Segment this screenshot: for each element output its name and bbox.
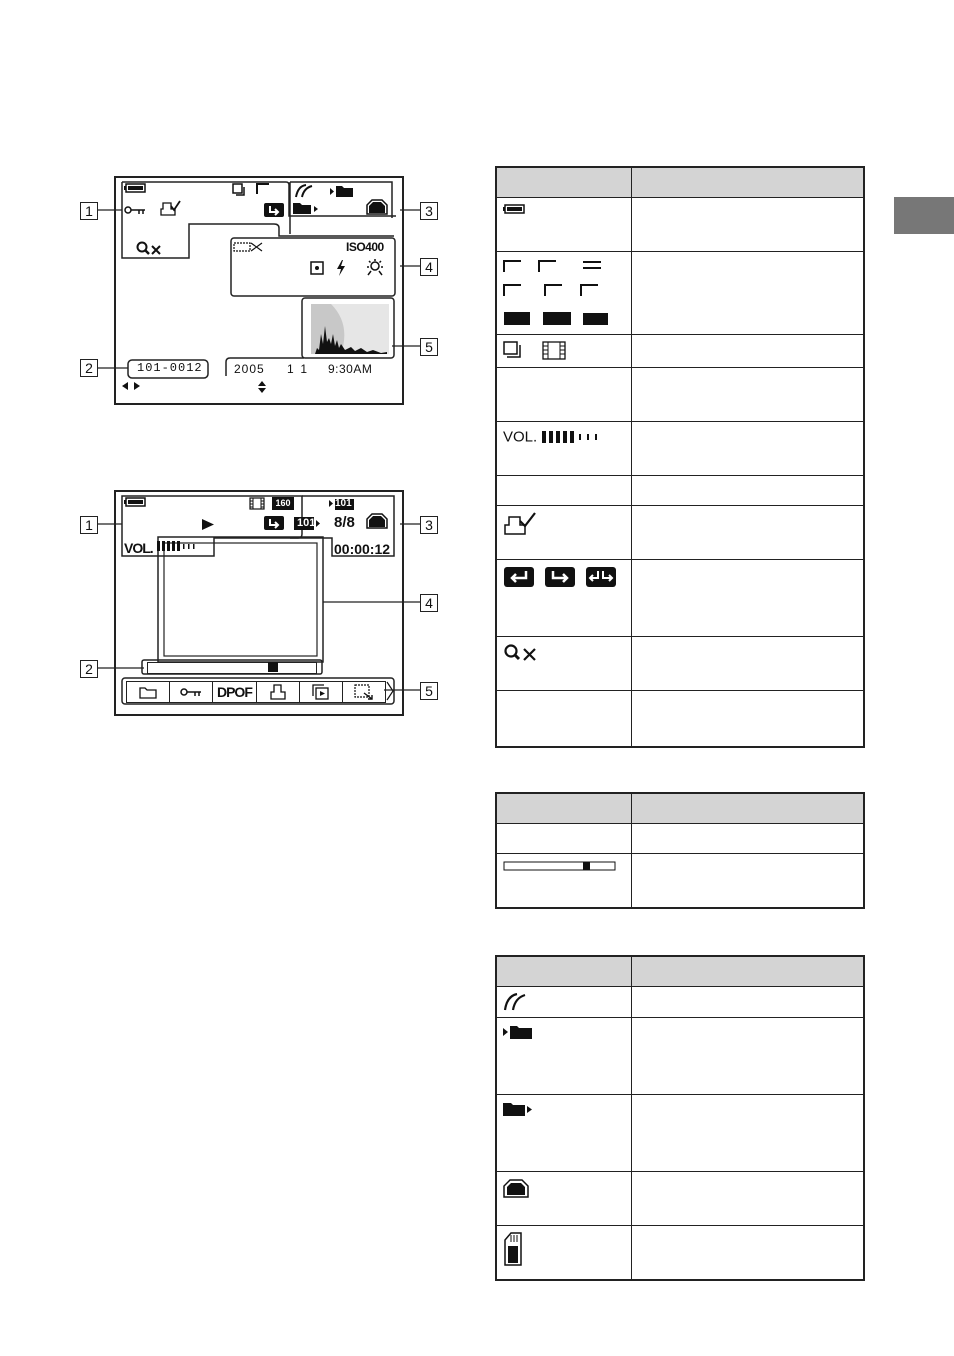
indicator-table-2 [495, 792, 865, 909]
table-desc-cell [632, 691, 865, 747]
table-desc-cell [632, 637, 865, 691]
volume-bar-icon [542, 431, 604, 443]
table-desc-cell [632, 1018, 865, 1095]
playback-folder-number: 101 [297, 517, 316, 529]
date-year: 2005 [234, 362, 265, 376]
table-desc-cell [632, 198, 865, 252]
table-row [496, 335, 864, 368]
table-row [496, 1018, 864, 1095]
up-down-arrows-icon [258, 381, 266, 393]
indicator-table-3 [495, 955, 865, 1281]
table-header-cell [632, 956, 865, 987]
screen1-callout-4: 4 [420, 258, 438, 276]
table-icon-cell [496, 252, 632, 335]
screen2-callout-lines [80, 490, 440, 710]
table-icon-cell [496, 368, 632, 422]
internal-memory-icon [503, 1178, 529, 1198]
table-row [496, 987, 864, 1018]
table-desc-cell [632, 1172, 865, 1226]
date-month-day: 1 1 [287, 362, 308, 376]
table-row [496, 198, 864, 252]
screen1-callout-lines [80, 180, 440, 380]
table-icon-cell [496, 1226, 632, 1280]
table-desc-cell [632, 335, 865, 368]
table-header-cell [632, 167, 865, 198]
table-desc-cell [632, 252, 865, 335]
screen1-callout-2: 2 [80, 359, 98, 377]
table-icon-cell [496, 335, 632, 368]
section-tab-marker [894, 197, 954, 234]
screen1-callout-5: 5 [420, 338, 438, 356]
image-size-value: 160 [275, 498, 291, 508]
table-icon-cell [496, 691, 632, 747]
screen2-callout-5: 5 [420, 682, 438, 700]
screen1-callout-3: 3 [420, 202, 438, 220]
playback-counter: 00:00:12 [334, 541, 391, 557]
table-icon-cell [496, 422, 632, 476]
burst-movie-icons [503, 341, 573, 361]
image-size-icons [503, 258, 613, 328]
screen2-callout-3: 3 [420, 516, 438, 534]
table-icon-cell [496, 637, 632, 691]
table-desc-cell [632, 368, 865, 422]
zoom-scaling-icon [503, 643, 539, 663]
table-header-cell [632, 793, 865, 824]
recording-folder-icon [503, 1024, 533, 1040]
table-desc-cell [632, 560, 865, 637]
screen2-callout-1: 1 [80, 516, 98, 534]
table-desc-cell [632, 854, 865, 908]
volume-label: VOL. [503, 428, 538, 446]
table-row [496, 1172, 864, 1226]
playback-bar-icon [503, 860, 617, 872]
screen1-callout-1: 1 [80, 202, 98, 220]
table-row [496, 691, 864, 747]
screen2-callout-4: 4 [420, 594, 438, 612]
table-icon-cell [496, 506, 632, 560]
iso-indicator: ISO400 [346, 240, 384, 254]
table-icon-cell [496, 987, 632, 1018]
table-icon-cell [496, 476, 632, 506]
table-row [496, 476, 864, 506]
table-desc-cell [632, 476, 865, 506]
screen2-callout-2: 2 [80, 660, 98, 678]
table-header-row [496, 793, 864, 824]
table-header-cell [496, 956, 632, 987]
table-header-cell [496, 793, 632, 824]
table-row [496, 560, 864, 637]
recording-folder-number: 101 [335, 498, 352, 509]
print-order-icon [503, 512, 537, 538]
table-desc-cell [632, 506, 865, 560]
table-header-row [496, 167, 864, 198]
table-row [496, 854, 864, 908]
table-header-row [496, 956, 864, 987]
left-right-arrows-icon [122, 382, 140, 390]
table-icon-cell [496, 1172, 632, 1226]
table-icon-cell [496, 560, 632, 637]
table-desc-cell [632, 987, 865, 1018]
indicator-table-1 [495, 166, 865, 748]
file-number: 101-0012 [137, 361, 203, 375]
battery-icon [503, 204, 525, 214]
table-icon-cell [496, 854, 632, 908]
table-icon-cell [496, 1095, 632, 1172]
table-icon-cell [496, 824, 632, 854]
table-row [496, 1095, 864, 1172]
table-row [496, 506, 864, 560]
table-row [496, 422, 864, 476]
table-header-cell [496, 167, 632, 198]
table-icon-cell [496, 198, 632, 252]
playback-folder-icon [503, 1101, 533, 1117]
recording-mode-icon [503, 993, 527, 1011]
menu-dpof-label: DPOF [216, 684, 252, 700]
table-icon-cell [496, 1018, 632, 1095]
table-desc-cell [632, 422, 865, 476]
table-desc-cell [632, 1226, 865, 1280]
table-row [496, 637, 864, 691]
table-desc-cell [632, 824, 865, 854]
volume-label: VOL. [124, 540, 153, 556]
memory-stick-icon [503, 1232, 523, 1266]
table-desc-cell [632, 1095, 865, 1172]
table-row [496, 1226, 864, 1280]
image-count: 8/8 [334, 514, 355, 531]
change-folder-icons [503, 566, 619, 588]
recording-time: 9:30AM [328, 362, 373, 376]
table-row [496, 824, 864, 854]
table-row [496, 368, 864, 422]
table-row [496, 252, 864, 335]
